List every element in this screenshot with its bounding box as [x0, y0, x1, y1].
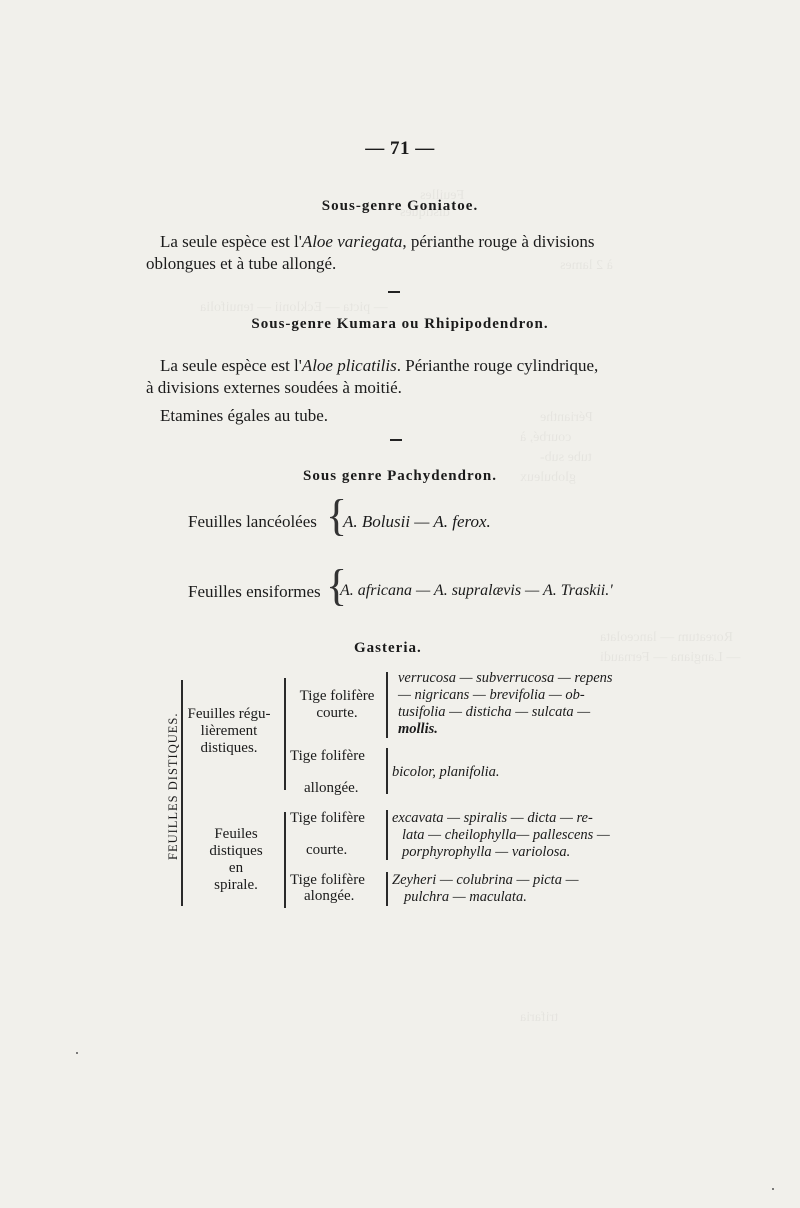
separator-dash [390, 439, 402, 441]
kumara-heading: Sous-genre Kumara ou Rhipipodendron. [251, 316, 549, 332]
separator-dash [388, 291, 400, 293]
pachydendron-row-1-label: Feuilles lancéolées [188, 512, 317, 531]
gasteria-heading: Gasteria. [354, 640, 422, 656]
g1b-label-2: allongée. [304, 780, 359, 796]
pachydendron-row-2-label: Feuilles ensiformes [188, 582, 321, 601]
group1-label [184, 706, 274, 757]
g1b-species: bicolor, planifolia. [392, 764, 500, 780]
text-fragment: . Périanthe rouge cylindrique, [396, 356, 599, 375]
paper-speck [76, 1052, 78, 1054]
g1b-brace [386, 748, 388, 794]
g1a-label [288, 688, 386, 722]
g2a-label-2: courte. [306, 842, 348, 858]
g2a-species [392, 810, 610, 861]
species-line: pulchra — maculata. [404, 889, 527, 905]
text-fragment: La seule espèce est l' [160, 356, 302, 375]
goniatoe-line-1 [160, 232, 595, 252]
page-number: — 71 — [365, 138, 435, 159]
g2b-species [392, 872, 578, 906]
kumara-line-3: Etamines égales au tube. [160, 406, 329, 425]
label-line: Feuilles régu- [187, 706, 271, 722]
species-line: Zeyheri — colubrina — picta — [392, 872, 579, 888]
species-line: lata — cheilophylla— pallescens — [402, 827, 610, 843]
species-line: excavata — spiralis — dicta — re- [392, 810, 593, 826]
label-line: spirale. [214, 877, 258, 893]
label-line: Feuiles [214, 826, 258, 842]
species-line: mollis. [398, 721, 438, 737]
goniatoe-line-2: oblongues et à tube allongé. [146, 254, 337, 273]
g2a-brace [386, 810, 388, 860]
species-name: Aloe plicatilis [301, 356, 397, 375]
g1a-species [398, 670, 613, 738]
g2b-brace [386, 872, 388, 906]
group1-bracket [284, 678, 286, 790]
g1a-brace [386, 672, 388, 738]
outer-bracket [181, 680, 183, 906]
g2a-label-1: Tige folifère [290, 810, 365, 826]
text-fragment: , périanthe rouge à divisions [402, 232, 595, 251]
goniatoe-heading: Sous-genre Goniatoe. [321, 198, 479, 214]
species-line: tusifolia — disticha — sulcata — [398, 704, 591, 720]
species-line: — nigricans — brevifolia — ob- [398, 687, 585, 703]
label-line: lièrement [200, 723, 258, 739]
pachydendron-heading: Sous genre Pachydendron. [303, 468, 497, 484]
group2-label [196, 826, 276, 894]
label-line: distiques [209, 843, 263, 859]
g2b-label-2: alongée. [304, 888, 355, 904]
kumara-line-2: à divisions externes soudées à moitié. [146, 378, 402, 397]
paper-speck [772, 1188, 774, 1190]
label-line: en [228, 860, 244, 876]
brace: { [326, 491, 348, 540]
g2b-label-1: Tige folifère [290, 872, 365, 888]
pachydendron-row-2-species: A. africana — A. supralævis — A. Traskii.' [340, 582, 613, 599]
label-line: courte. [316, 705, 358, 721]
kumara-line-1 [160, 356, 598, 376]
g1b-label-1: Tige folifère [290, 748, 365, 764]
group2-bracket [284, 812, 286, 908]
gasteria-side-label: FEUILLES DISTIQUES. [166, 712, 180, 860]
species-line: verrucosa — subverrucosa — repens [398, 670, 613, 686]
pachydendron-row-1-species: A. Bolusii — A. ferox. [343, 512, 491, 531]
text-fragment: La seule espèce est l' [160, 232, 302, 251]
species-line: porphyrophylla — variolosa. [402, 844, 571, 860]
brace: { [326, 561, 348, 610]
species-name: Aloe variegata [301, 232, 403, 251]
label-line: Tige folifère [299, 688, 375, 704]
label-line: distiques. [200, 740, 258, 756]
